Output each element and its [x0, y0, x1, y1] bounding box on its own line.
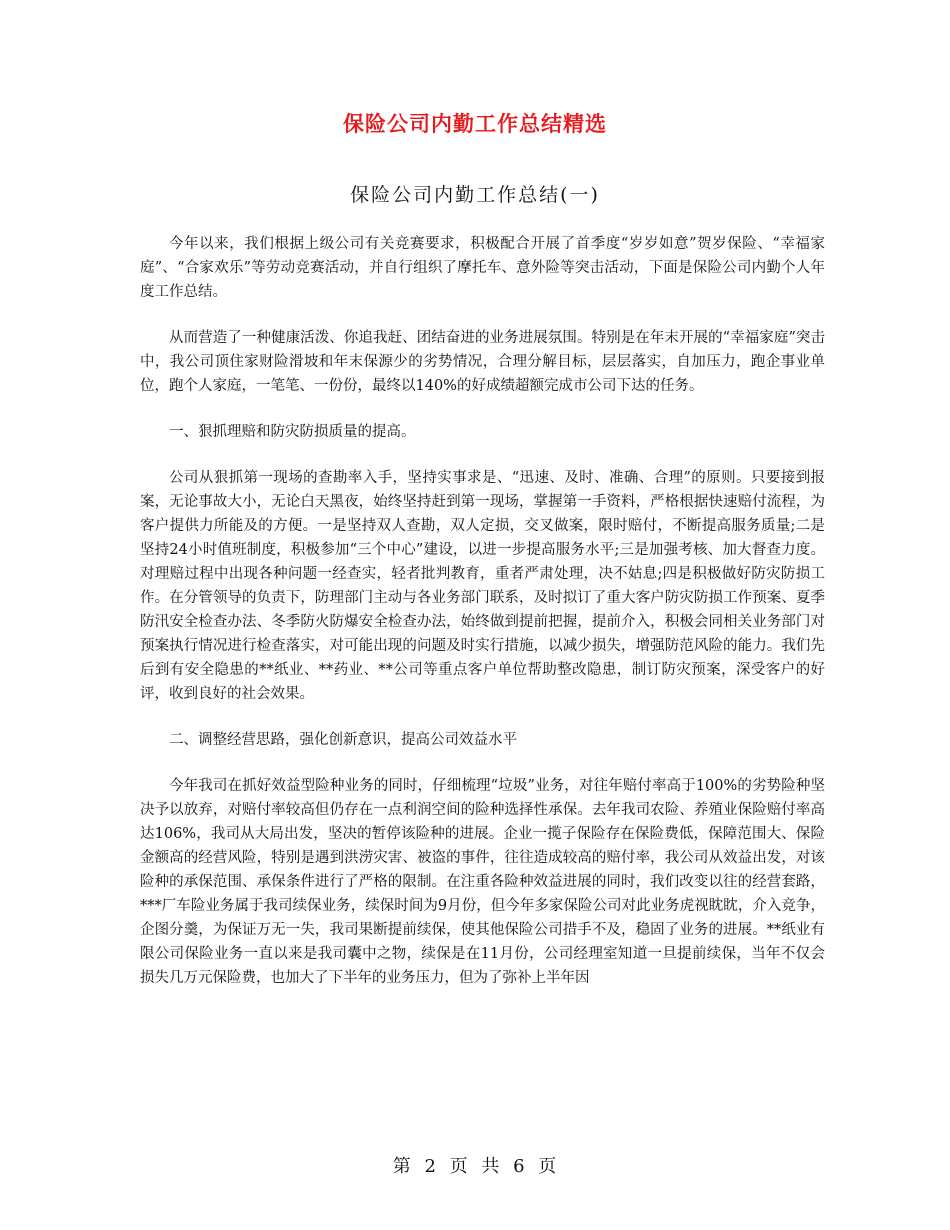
paragraph-atmosphere: 从而营造了一种健康活泼、你追我赶、团结奋进的业务进展氛围。特别是在年末开展的“幸福家庭”突击中，我公司顶住家财险滑坡和年末保源少的劣势情况，合理分解目标，层层落实，自加压力，跑企事业单位，跑个人家庭，一笔笔、一份份，最终以140%的好成绩超额完成市公司下达的任务。 [140, 330, 825, 394]
section-heading-claims: 一、狠抓理赔和防灾防损质量的提高。 [169, 424, 416, 440]
footer-total-label: 共 [481, 1156, 501, 1177]
footer-prefix: 第 [392, 1156, 412, 1177]
footer-suffix: 页 [538, 1156, 558, 1177]
document-title: 保险公司内勤工作总结精选 [343, 112, 607, 136]
section-heading-strategy: 二、调整经营思路，强化创新意识，提高公司效益水平 [169, 732, 517, 748]
paragraph-strategy: 今年我司在抓好效益型险种业务的同时，仔细梳理“垃圾”业务，对往年赔付率高于100%的劣势险种坚决予以放弃，对赔付率较高但仍存在一点利润空间的险种选择性承保。去年我司农险、养殖业保险赔付率高达106%，我司从大局出发，坚决的暂停该险种的进展。企业一揽子保险存在保险费低，保障范围大、保险金额高的经营风险，特别是遇到洪涝灾害、被盗的事件，往往造成较高的赔付率，我公司从效益出发，对该险种的承保范围、承保条件进行了严格的限制。在注重各险种效益进展的同时，我们改变以往的经营套路，***厂车险业务属于我司续保业务，续保时间为9月份，但今年多家保险公司对此业务虎视眈眈，介入竞争，企图分羹，为保证万无一失，我司果断提前续保，使其他保险公司措手不及，稳固了业务的进展。**纸业有限公司保险业务一直以来是我司囊中之物，续保是在11月份，公司经理室知道一旦提前续保，当年不仅会损失几万元保险费，也加大了下半年的业务压力，但为了弥补上半年因 [140, 778, 825, 986]
paragraph-intro: 今年以来，我们根据上级公司有关竞赛要求，积极配合开展了首季度“岁岁如意”贺岁保险、“幸福家庭”、“合家欢乐”等劳动竞赛活动，并自行组织了摩托车、意外险等突击活动，下面是保险公司内勤个人年度工作总结。 [140, 236, 825, 300]
document-body [140, 232, 825, 1012]
total-pages-number: 6 [513, 1156, 526, 1177]
paragraph-claims: 公司从狠抓第一现场的查勘率入手，坚持实事求是、“迅速、及时、准确、合理”的原则。只要接到报案，无论事故大小，无论白天黑夜，始终坚持赶到第一现场，掌握第一手资料，严格根据快速赔付流程，为客户提供力所能及的方便。一是坚持双人查勘，双人定损，交叉做案，限时赔付，不断提高服务质量;二是坚持24小时值班制度，积极参加“三个中心”建设，以进一步提高服务水平;三是加强考核、加大督查力度。对理赔过程中出现各种问题一经查实，轻者批判教育，重者严肃处理，决不姑息;四是积极做好防灾防损工作。在分管领导的负责下，防理部门主动与各业务部门联系，及时拟订了重大客户防灾防损工作预案、夏季防汛安全检查办法、冬季防火防爆安全检查办法，始终做到提前把握，提前介入，积极会同相关业务部门对预案执行情况进行检查落实，对可能出现的问题及时实行措施，以减少损失，增强防范风险的能力。我们先后到有安全隐患的**纸业、**药业、**公司等重点客户单位帮助整改隐患，制订防灾预案，深受客户的好评，收到良好的社会效果。 [140, 470, 825, 702]
current-page-number: 2 [424, 1156, 437, 1177]
footer-page-unit: 页 [449, 1156, 469, 1177]
section-subtitle: 保险公司内勤工作总结(一) [350, 184, 600, 206]
page-footer [0, 1152, 950, 1178]
